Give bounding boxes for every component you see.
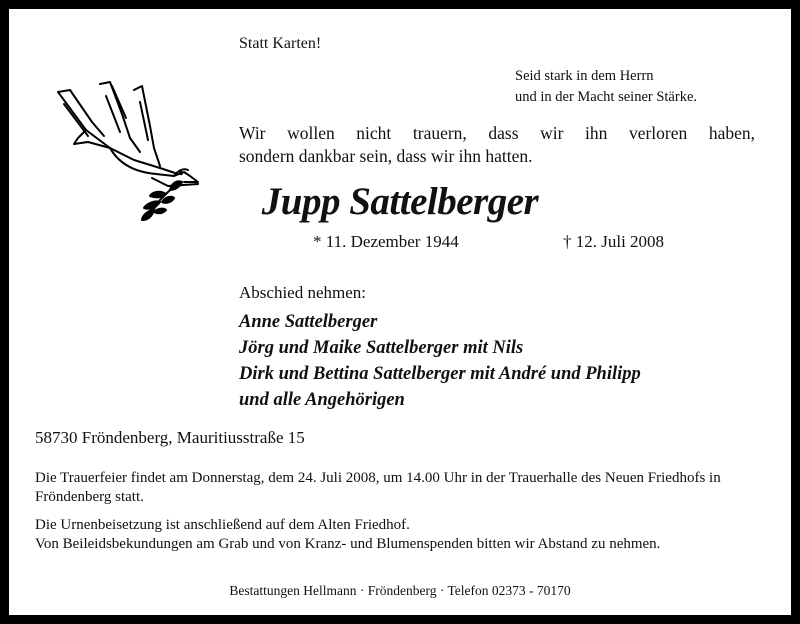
burial-info <box>35 516 755 554</box>
intro-text: Statt Karten! <box>239 35 322 52</box>
mourner-line: Dirk und Bettina Sattelberger mit André und Philipp <box>239 364 641 384</box>
quote-line-1: Wir wollen nicht trauern, dass wir ihn verloren haben, <box>239 123 755 143</box>
donation-request-text: Von Beileidsbekundungen am Grab und von Kranz- und Blumenspenden bitten wir Abstand zu nehmen. <box>35 536 661 552</box>
mourner-line: Jörg und Maike Sattelberger mit Nils <box>239 338 524 358</box>
death-date: † 12. Juli 2008 <box>563 232 665 251</box>
birth-date: * 11. Dezember 1944 <box>313 232 459 251</box>
funeral-home-footer: Bestattungen Hellmann · Fröndenberg · Telefon 02373 - 70170 <box>229 583 571 598</box>
verse-line-2: und in der Macht seiner Stärke. <box>515 89 698 105</box>
deceased-name: Jupp Sattelberger <box>261 180 539 223</box>
farewell-label: Abschied nehmen: <box>239 283 366 302</box>
mourner-line: und alle Angehörigen <box>239 390 405 410</box>
ceremony-info: Die Trauerfeier findet am Donnerstag, dem 24. Juli 2008, um 14.00 Uhr in der Trauerhalle des Neuen Friedhofs in Fröndenberg statt. <box>35 470 721 505</box>
quote-line-2: sondern dankbar sein, dass wir ihn hatten. <box>239 146 533 166</box>
mourner-line: Anne Sattelberger <box>239 312 378 332</box>
burial-text: Die Urnenbeisetzung ist anschließend auf dem Alten Friedhof. <box>35 517 410 533</box>
verse-line-1: Seid stark in dem Herrn <box>515 68 654 84</box>
address: 58730 Fröndenberg, Mauritiusstraße 15 <box>35 428 305 447</box>
